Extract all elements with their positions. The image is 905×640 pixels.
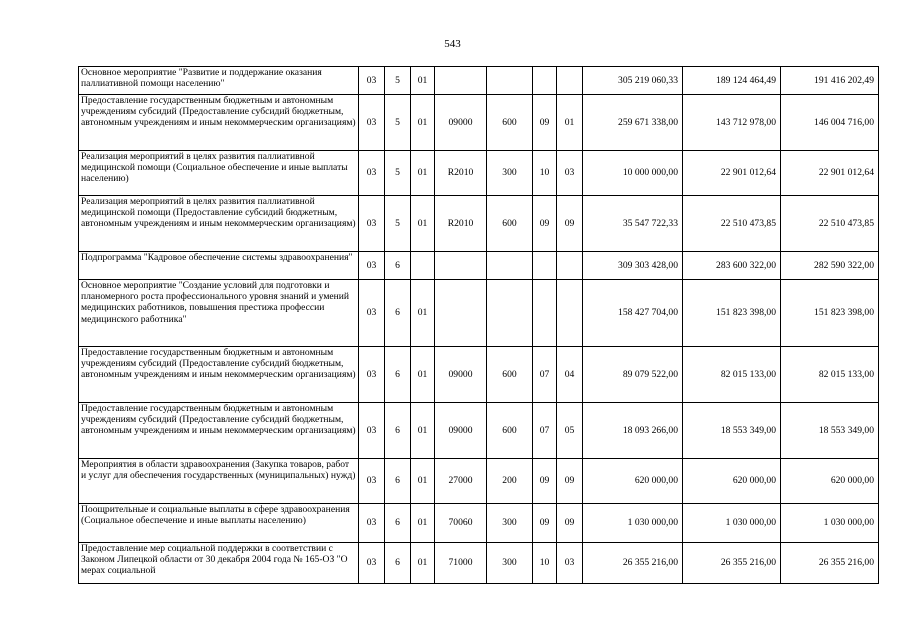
cell-pr bbox=[557, 280, 583, 347]
cell-main: 01 bbox=[411, 543, 435, 584]
table-row bbox=[79, 196, 879, 252]
cell-sub: 5 bbox=[385, 196, 411, 252]
cell-y3: 151 823 398,00 bbox=[781, 280, 879, 347]
cell-grbs: 03 bbox=[359, 347, 385, 403]
cell-grbs: 03 bbox=[359, 403, 385, 459]
cell-y1: 35 547 722,33 bbox=[583, 196, 683, 252]
cell-dir: R2010 bbox=[435, 196, 487, 252]
cell-main: 01 bbox=[411, 504, 435, 543]
cell-vr bbox=[487, 280, 533, 347]
table-row bbox=[79, 151, 879, 196]
cell-y3: 22 510 473,85 bbox=[781, 196, 879, 252]
cell-dir: 70060 bbox=[435, 504, 487, 543]
cell-name: Реализация мероприятий в целях развития паллиативной медицинской помощи (Предоставление субсидий бюджетным, автономным учреждениям и иным некоммерческим организациям) bbox=[79, 196, 359, 252]
cell-name: Поощрительные и социальные выплаты в сфере здравоохранения (Социальное обеспечение и иные выплаты населению) bbox=[79, 504, 359, 543]
cell-name: Предоставление мер социальной поддержки в соответствии с Законом Липецкой области от 30 декабря 2004 года № 165-ОЗ "О мерах социальной bbox=[79, 543, 359, 584]
page-number: 543 bbox=[444, 38, 461, 50]
cell-rz bbox=[533, 252, 557, 280]
cell-grbs: 03 bbox=[359, 151, 385, 196]
cell-vr: 600 bbox=[487, 403, 533, 459]
cell-y1: 259 671 338,00 bbox=[583, 95, 683, 151]
cell-y2: 82 015 133,00 bbox=[683, 347, 781, 403]
cell-sub: 6 bbox=[385, 504, 411, 543]
cell-name: Предоставление государственным бюджетным и автономным учреждениям субсидий (Предоставление субсидий бюджетным, автономным учреждениям и иным некоммерческим организациям) bbox=[79, 95, 359, 151]
cell-y2: 1 030 000,00 bbox=[683, 504, 781, 543]
cell-y3: 191 416 202,49 bbox=[781, 67, 879, 95]
cell-rz: 10 bbox=[533, 151, 557, 196]
cell-pr bbox=[557, 67, 583, 95]
cell-main: 01 bbox=[411, 403, 435, 459]
cell-y3: 1 030 000,00 bbox=[781, 504, 879, 543]
cell-name: Предоставление государственным бюджетным и автономным учреждениям субсидий (Предоставление субсидий бюджетным, автономным учреждениям и иным некоммерческим организациям) bbox=[79, 403, 359, 459]
cell-main: 01 bbox=[411, 459, 435, 504]
cell-dir: 71000 bbox=[435, 543, 487, 584]
table-row bbox=[79, 95, 879, 151]
cell-dir bbox=[435, 252, 487, 280]
cell-sub: 6 bbox=[385, 403, 411, 459]
cell-main: 01 bbox=[411, 347, 435, 403]
cell-rz: 07 bbox=[533, 347, 557, 403]
cell-grbs: 03 bbox=[359, 95, 385, 151]
cell-rz: 09 bbox=[533, 196, 557, 252]
table-row bbox=[79, 543, 879, 584]
cell-vr: 600 bbox=[487, 347, 533, 403]
cell-y2: 620 000,00 bbox=[683, 459, 781, 504]
cell-pr: 05 bbox=[557, 403, 583, 459]
cell-vr: 600 bbox=[487, 95, 533, 151]
cell-pr bbox=[557, 252, 583, 280]
cell-y1: 10 000 000,00 bbox=[583, 151, 683, 196]
cell-y1: 1 030 000,00 bbox=[583, 504, 683, 543]
cell-vr: 600 bbox=[487, 196, 533, 252]
cell-dir: 09000 bbox=[435, 347, 487, 403]
cell-y1: 309 303 428,00 bbox=[583, 252, 683, 280]
cell-rz: 07 bbox=[533, 403, 557, 459]
cell-main: 01 bbox=[411, 280, 435, 347]
cell-main bbox=[411, 252, 435, 280]
cell-y1: 620 000,00 bbox=[583, 459, 683, 504]
cell-y2: 22 510 473,85 bbox=[683, 196, 781, 252]
cell-pr: 01 bbox=[557, 95, 583, 151]
cell-rz: 09 bbox=[533, 95, 557, 151]
cell-vr bbox=[487, 67, 533, 95]
cell-grbs: 03 bbox=[359, 504, 385, 543]
cell-main: 01 bbox=[411, 196, 435, 252]
cell-dir: 09000 bbox=[435, 403, 487, 459]
cell-name: Подпрограмма "Кадровое обеспечение системы здравоохранения" bbox=[79, 252, 359, 280]
cell-y2: 283 600 322,00 bbox=[683, 252, 781, 280]
cell-pr: 09 bbox=[557, 459, 583, 504]
cell-dir bbox=[435, 67, 487, 95]
cell-y3: 26 355 216,00 bbox=[781, 543, 879, 584]
cell-y3: 18 553 349,00 bbox=[781, 403, 879, 459]
cell-main: 01 bbox=[411, 67, 435, 95]
cell-y2: 18 553 349,00 bbox=[683, 403, 781, 459]
table-row bbox=[79, 67, 879, 95]
cell-grbs: 03 bbox=[359, 252, 385, 280]
cell-rz: 10 bbox=[533, 543, 557, 584]
cell-y3: 146 004 716,00 bbox=[781, 95, 879, 151]
cell-sub: 5 bbox=[385, 95, 411, 151]
cell-grbs: 03 bbox=[359, 459, 385, 504]
cell-main: 01 bbox=[411, 95, 435, 151]
cell-y1: 26 355 216,00 bbox=[583, 543, 683, 584]
cell-main: 01 bbox=[411, 151, 435, 196]
cell-name: Реализация мероприятий в целях развития паллиативной медицинской помощи (Социальное обеспечение и иные выплаты населению) bbox=[79, 151, 359, 196]
cell-y3: 22 901 012,64 bbox=[781, 151, 879, 196]
cell-y3: 82 015 133,00 bbox=[781, 347, 879, 403]
table-row bbox=[79, 252, 879, 280]
cell-rz: 09 bbox=[533, 504, 557, 543]
cell-name: Основное мероприятие "Развитие и поддержание оказания паллиативной помощи населению" bbox=[79, 67, 359, 95]
cell-y2: 26 355 216,00 bbox=[683, 543, 781, 584]
cell-vr: 200 bbox=[487, 459, 533, 504]
table-body bbox=[79, 67, 879, 584]
cell-sub: 6 bbox=[385, 347, 411, 403]
cell-y1: 18 093 266,00 bbox=[583, 403, 683, 459]
cell-rz: 09 bbox=[533, 459, 557, 504]
cell-y2: 22 901 012,64 bbox=[683, 151, 781, 196]
cell-sub: 6 bbox=[385, 543, 411, 584]
cell-dir: 27000 bbox=[435, 459, 487, 504]
cell-grbs: 03 bbox=[359, 280, 385, 347]
cell-pr: 03 bbox=[557, 543, 583, 584]
cell-y2: 189 124 464,49 bbox=[683, 67, 781, 95]
cell-grbs: 03 bbox=[359, 67, 385, 95]
cell-sub: 5 bbox=[385, 67, 411, 95]
cell-pr: 09 bbox=[557, 196, 583, 252]
cell-name: Основное мероприятие "Создание условий для подготовки и планомерного роста профессионального уровня знаний и умений медицинских работников, повышения престижа профессии медицинского работника" bbox=[79, 280, 359, 347]
cell-dir bbox=[435, 280, 487, 347]
cell-grbs: 03 bbox=[359, 543, 385, 584]
cell-pr: 03 bbox=[557, 151, 583, 196]
cell-rz bbox=[533, 67, 557, 95]
table-row bbox=[79, 347, 879, 403]
cell-y1: 158 427 704,00 bbox=[583, 280, 683, 347]
cell-name: Мероприятия в области здравоохранения (Закупка товаров, работ и услуг для обеспечения государственных (муниципальных) нужд) bbox=[79, 459, 359, 504]
cell-sub: 6 bbox=[385, 280, 411, 347]
cell-y1: 305 219 060,33 bbox=[583, 67, 683, 95]
budget-table bbox=[78, 66, 879, 584]
cell-vr: 300 bbox=[487, 504, 533, 543]
cell-vr bbox=[487, 252, 533, 280]
cell-rz bbox=[533, 280, 557, 347]
cell-vr: 300 bbox=[487, 543, 533, 584]
table-row bbox=[79, 280, 879, 347]
table-row bbox=[79, 403, 879, 459]
table-row bbox=[79, 459, 879, 504]
cell-dir: R2010 bbox=[435, 151, 487, 196]
cell-grbs: 03 bbox=[359, 196, 385, 252]
table-row bbox=[79, 504, 879, 543]
cell-y2: 143 712 978,00 bbox=[683, 95, 781, 151]
cell-sub: 6 bbox=[385, 459, 411, 504]
cell-sub: 5 bbox=[385, 151, 411, 196]
cell-sub: 6 bbox=[385, 252, 411, 280]
cell-pr: 04 bbox=[557, 347, 583, 403]
cell-y1: 89 079 522,00 bbox=[583, 347, 683, 403]
cell-name: Предоставление государственным бюджетным и автономным учреждениям субсидий (Предоставление субсидий бюджетным, автономным учреждениям и иным некоммерческим организациям) bbox=[79, 347, 359, 403]
cell-pr: 09 bbox=[557, 504, 583, 543]
cell-y3: 282 590 322,00 bbox=[781, 252, 879, 280]
cell-vr: 300 bbox=[487, 151, 533, 196]
cell-y2: 151 823 398,00 bbox=[683, 280, 781, 347]
cell-y3: 620 000,00 bbox=[781, 459, 879, 504]
cell-dir: 09000 bbox=[435, 95, 487, 151]
